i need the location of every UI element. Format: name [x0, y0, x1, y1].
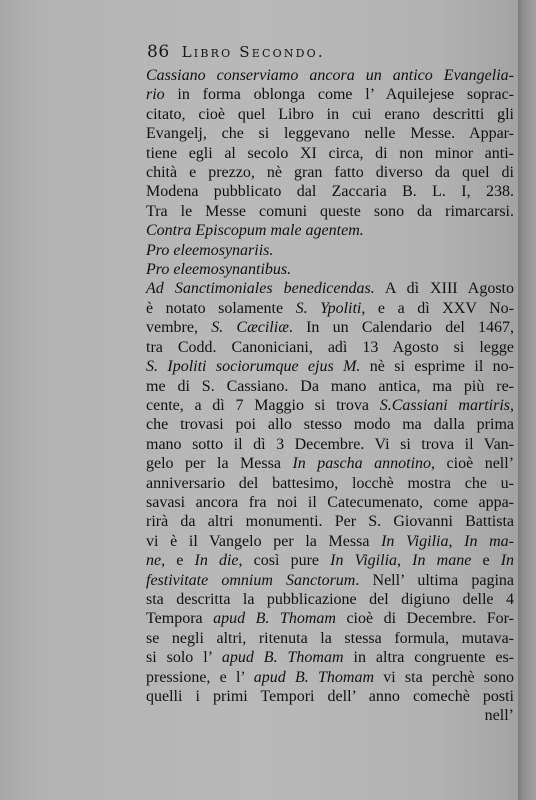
text-line: Modena pubblicato dal Zaccaria B. L. I, 238.: [146, 183, 514, 201]
text-line: pressione, e l’ apud B. Thomam vi sta perchè sono: [146, 668, 515, 686]
text-line: si solo l’ apud B. Thomam in altra congruente es-: [146, 649, 515, 667]
text-line: Ad Sanctimoniales benedicendas. A dì XIII Agosto: [146, 280, 514, 298]
text-line: Tempora apud B. Thomam cioè di Decembre. For-: [146, 610, 515, 628]
text-line: gelo per la Messa In pascha annotino, cioè nell’: [146, 455, 515, 473]
text-line: S. Ipoliti sociorumque ejus M. nè si esprime il no-: [146, 358, 514, 376]
text-line: Evangelj, che si leggevano nelle Messe. Appar-: [146, 125, 514, 143]
text-line: se negli altri, ritenuta la stessa formula, mutava-: [146, 629, 514, 647]
text-line: rirà da altri monumenti. Per S. Giovanni Battista: [146, 513, 514, 531]
text-line: savasi ancora fra noi il Catecumenato, come appa-: [146, 493, 514, 511]
page-header: [147, 42, 447, 64]
text-line: citato, cioè quel Libro in cui erano descritti gli: [146, 105, 514, 123]
text-line: Pro eleemosynantibus.: [146, 261, 292, 279]
text-line: nell’: [484, 707, 514, 725]
text-line: cente, a dì 7 Maggio si trova S.Cassiani martiris,: [146, 396, 514, 414]
text-line: che trovasi poi allo stesso modo ma dalla prima: [146, 416, 514, 434]
text-line: festivitate omnium Sanctorum. Nell’ ultima pagina: [146, 571, 515, 589]
text-line: chità e prezzo, nè gran fatto diverso da quel di: [146, 164, 514, 182]
text-line: Cassiano conserviamo ancora un antico Evangelia-: [146, 67, 514, 84]
text-line: me di S. Cassiano. Da mano antica, ma più re-: [146, 377, 514, 395]
text-line: Pro eleemosynariis.: [146, 241, 274, 259]
text-line: anniversario del battesimo, locchè mostra che u-: [146, 474, 514, 492]
text-line: vi è il Vangelo per la Messa In Vigilia, In ma-: [146, 532, 514, 550]
text-line: mano sotto il dì 3 Decembre. Vi si trova il Van-: [146, 435, 514, 453]
text-line: ne, e In die, così pure In Vigilia, In mane e In: [146, 552, 515, 570]
text-line: quelli i primi Tempori dell’ anno comechè posti: [146, 688, 514, 705]
text-line: è notato solamente S. Ypoliti, e a dì XXV No-: [146, 299, 515, 317]
text-line: Tra le Messe comuni queste sono da rimarcarsi.: [146, 202, 514, 220]
body-text: [146, 66, 514, 726]
text-line: rio in forma oblonga come l’ Aquilejese soprac-: [146, 86, 514, 104]
text-line: tiene egli al secolo XI circa, di non minor anti-: [146, 144, 514, 162]
page-edge-shadow: [518, 0, 536, 800]
text-line: Contra Episcopum male agentem.: [146, 222, 364, 240]
page-number: 86: [147, 42, 170, 62]
text-line: tra Codd. Canoniciani, adì 13 Agosto si legge: [146, 338, 514, 356]
text-line: sta descritta la pubblicazione del digiuno delle 4: [146, 590, 514, 608]
text-line: vembre, S. Cæciliæ. In un Calendario del 1467,: [146, 319, 515, 337]
running-head: Libro Secondo.: [181, 43, 325, 61]
